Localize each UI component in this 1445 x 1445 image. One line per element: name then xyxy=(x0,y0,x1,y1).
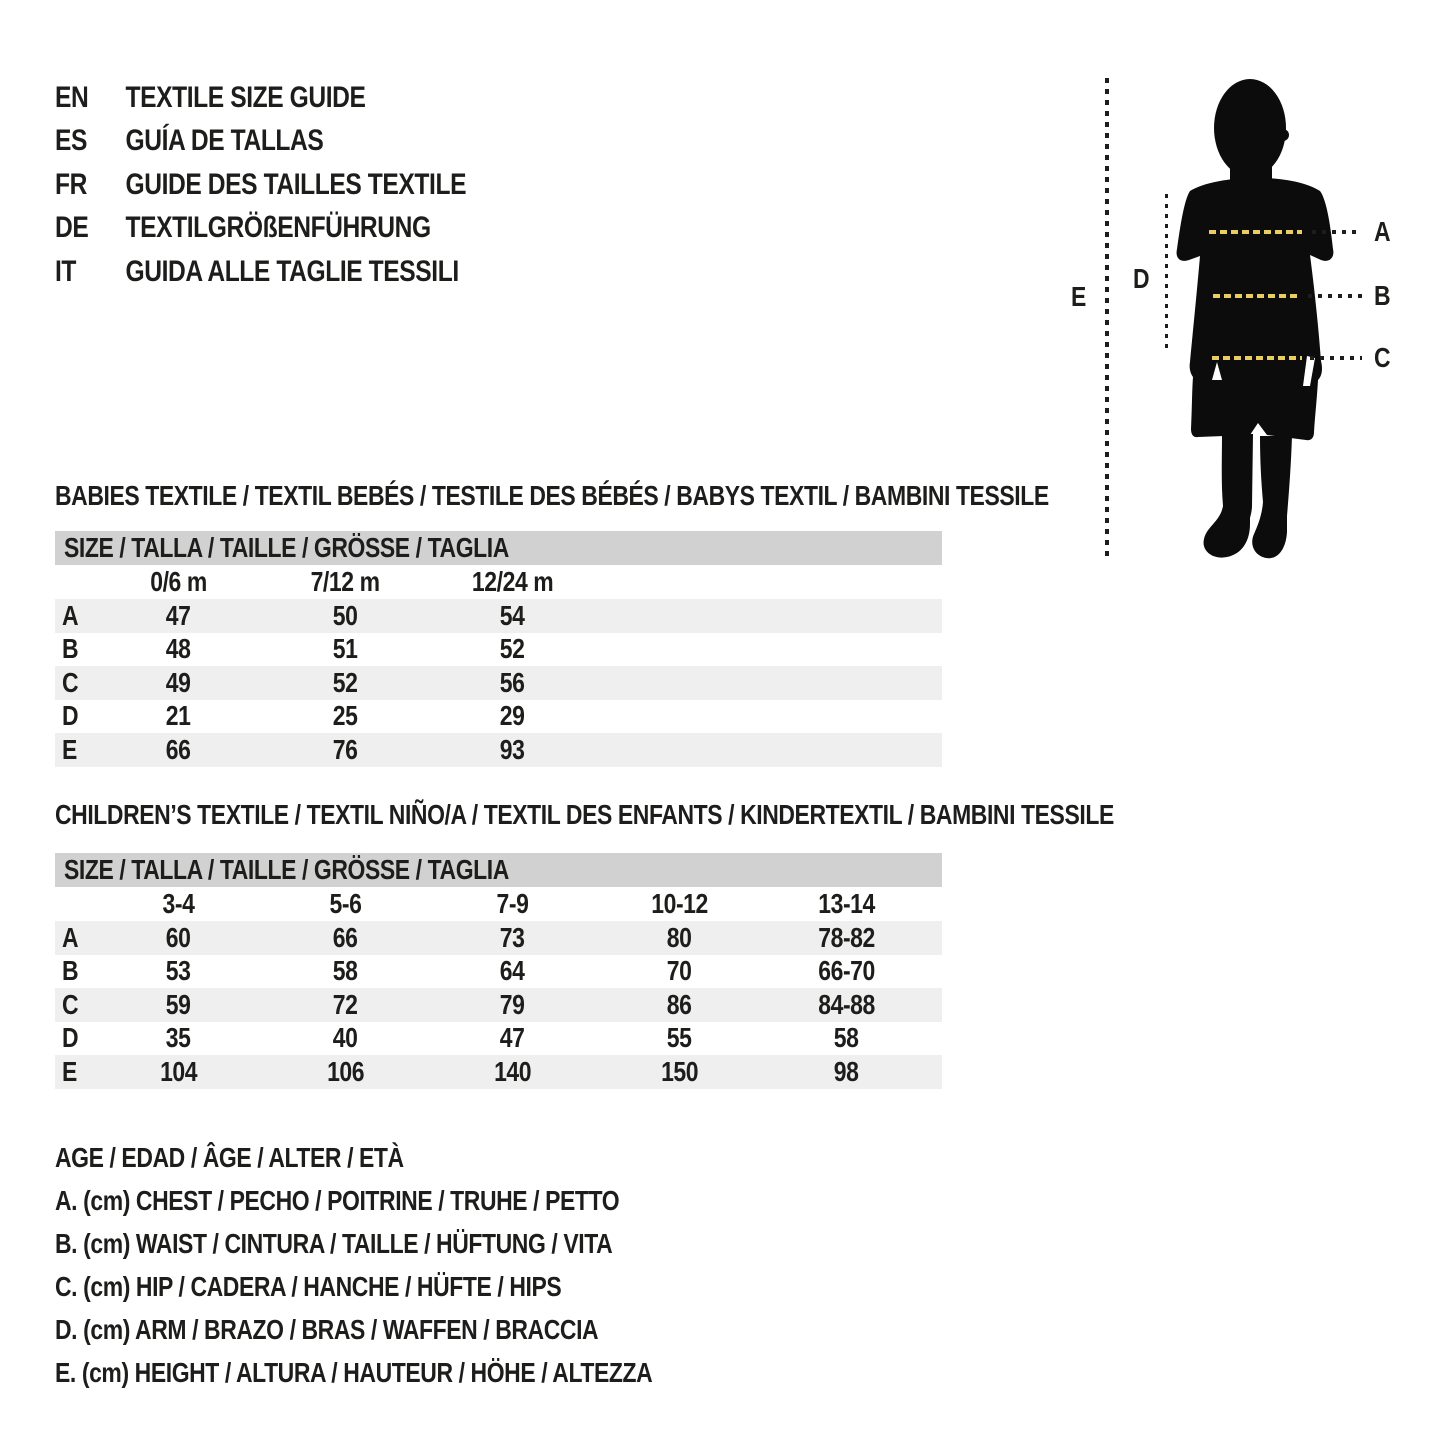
cell-value: 53 xyxy=(166,955,191,987)
cell-value: 80 xyxy=(667,921,692,953)
language-title: GUÍA DE TALLAS xyxy=(125,124,324,158)
language-title: TEXTILE SIZE GUIDE xyxy=(125,80,366,114)
nose-shape xyxy=(1277,129,1289,141)
babies-column-header-row xyxy=(55,565,942,599)
cell-value: 72 xyxy=(333,988,358,1020)
cell-value: 55 xyxy=(667,1022,692,1054)
cell-value: 52 xyxy=(333,666,358,698)
language-title: GUIDE DES TAILLES TEXTILE xyxy=(125,167,467,201)
cell-value: 76 xyxy=(333,733,358,765)
cell-value: 51 xyxy=(333,633,358,665)
babies-section-title: BABIES TEXTILE / TEXTIL BEBÉS / TESTILE DES BÉBÉS / BABYS TEXTIL / BAMBINI TESSILE xyxy=(55,480,1049,511)
arm-measure-line-d xyxy=(1165,194,1168,352)
children-table xyxy=(55,887,942,1089)
row-label: A xyxy=(62,599,79,631)
column-header: 7-9 xyxy=(496,888,529,919)
language-code: ES xyxy=(55,124,88,158)
cell-value: 59 xyxy=(166,988,191,1020)
cell-value: 66 xyxy=(166,733,191,765)
chest-leader-dash-a xyxy=(1312,230,1362,234)
children-size-header-bar: SIZE / TALLA / TAILLE / GRÖSSE / TAGLIA xyxy=(55,853,942,887)
cell-value: 58 xyxy=(834,1022,859,1054)
language-code: EN xyxy=(55,80,89,114)
cell-value: 64 xyxy=(500,955,525,987)
language-row xyxy=(55,120,556,164)
table-row xyxy=(55,666,942,700)
table-row xyxy=(55,1022,942,1056)
cell-value: 66 xyxy=(333,921,358,953)
row-label: B xyxy=(62,955,79,987)
table-row xyxy=(55,700,942,734)
cell-value: 56 xyxy=(500,666,525,698)
measure-label-a: A xyxy=(1374,216,1391,247)
language-row xyxy=(55,207,556,251)
cell-value: 104 xyxy=(159,1055,198,1087)
cell-value: 50 xyxy=(333,599,358,631)
measure-label-b: B xyxy=(1374,280,1391,311)
cell-value: 60 xyxy=(166,921,191,953)
column-header: 7/12 m xyxy=(310,566,381,597)
row-label: D xyxy=(62,1022,79,1054)
cell-value: 48 xyxy=(166,633,191,665)
children-column-header-row xyxy=(55,887,942,921)
cell-value: 73 xyxy=(500,921,525,953)
table-row xyxy=(55,633,942,667)
cell-value: 52 xyxy=(500,633,525,665)
babies-table xyxy=(55,565,942,767)
measure-label-c: C xyxy=(1374,342,1391,373)
row-label: A xyxy=(62,921,79,953)
cell-value: 79 xyxy=(500,988,525,1020)
cell-value: 98 xyxy=(834,1055,859,1087)
legend-arm-line: D. (cm) ARM / BRAZO / BRAS / WAFFEN / BRACCIA xyxy=(55,1314,599,1345)
column-header: 5-6 xyxy=(329,888,362,919)
cell-value: 47 xyxy=(166,599,191,631)
cell-value: 86 xyxy=(667,988,692,1020)
column-header: 0/6 m xyxy=(150,566,207,597)
language-title: GUIDA ALLE TAGLIE TESSILI xyxy=(125,254,459,288)
cell-value: 140 xyxy=(493,1055,532,1087)
cell-value: 150 xyxy=(660,1055,699,1087)
chest-measure-dash-a xyxy=(1209,230,1302,234)
language-title: TEXTILGRÖßENFÜHRUNG xyxy=(125,211,431,245)
measure-label-e: E xyxy=(1071,281,1086,312)
table-row xyxy=(55,921,942,955)
language-row xyxy=(55,163,556,207)
cell-value: 93 xyxy=(500,733,525,765)
legend-hip-line: C. (cm) HIP / CADERA / HANCHE / HÜFTE / HIPS xyxy=(55,1271,562,1302)
language-row xyxy=(55,250,556,294)
row-label: C xyxy=(62,666,79,698)
cell-value: 25 xyxy=(333,700,358,732)
cell-value: 70 xyxy=(667,955,692,987)
waist-measure-dash-b xyxy=(1213,294,1298,298)
legend-chest-line: A. (cm) CHEST / PECHO / POITRINE / TRUHE / PETTO xyxy=(55,1185,620,1216)
row-label: B xyxy=(62,633,79,665)
cell-value: 66-70 xyxy=(818,955,875,987)
hip-leader-dash-c xyxy=(1310,356,1362,360)
table-row xyxy=(55,599,942,633)
babies-size-header-bar: SIZE / TALLA / TAILLE / GRÖSSE / TAGLIA xyxy=(55,531,942,565)
row-label: C xyxy=(62,988,79,1020)
cell-value: 47 xyxy=(500,1022,525,1054)
language-code: FR xyxy=(55,167,87,201)
language-title-block xyxy=(55,76,556,294)
cell-value: 35 xyxy=(166,1022,191,1054)
measure-label-d: D xyxy=(1133,263,1150,294)
cell-value: 40 xyxy=(333,1022,358,1054)
row-label: E xyxy=(62,1055,77,1087)
legend-waist-line: B. (cm) WAIST / CINTURA / TAILLE / HÜFTUNG / VITA xyxy=(55,1228,613,1259)
column-header: 3-4 xyxy=(162,888,195,919)
cell-value: 29 xyxy=(500,700,525,732)
column-header: 10-12 xyxy=(651,888,708,919)
cell-value: 58 xyxy=(333,955,358,987)
table-row xyxy=(55,988,942,1022)
cell-value: 49 xyxy=(166,666,191,698)
hip-measure-dash-c xyxy=(1212,356,1302,360)
table-row xyxy=(55,1055,942,1089)
language-code: IT xyxy=(55,254,77,288)
table-row xyxy=(55,955,942,989)
row-label: D xyxy=(62,700,79,732)
column-header: 13-14 xyxy=(818,888,875,919)
legend-height-line: E. (cm) HEIGHT / ALTURA / HAUTEUR / HÖHE / ALTEZZA xyxy=(55,1357,653,1388)
cell-value: 78-82 xyxy=(818,921,875,953)
children-section-title: CHILDREN’S TEXTILE / TEXTIL NIÑO/A / TEXTIL DES ENFANTS / KINDERTEXTIL / BAMBINI TESSILE xyxy=(55,799,1114,830)
cell-value: 106 xyxy=(326,1055,365,1087)
column-header: 12/24 m xyxy=(471,566,554,597)
cell-value: 54 xyxy=(500,599,525,631)
table-row xyxy=(55,733,942,767)
cell-value: 84-88 xyxy=(818,988,875,1020)
torso-shape xyxy=(1177,178,1334,440)
cell-value: 21 xyxy=(166,700,191,732)
waist-leader-dash-b xyxy=(1308,294,1362,298)
language-row xyxy=(55,76,556,120)
legend-age-line: AGE / EDAD / ÂGE / ALTER / ETÀ xyxy=(55,1142,404,1173)
language-code: DE xyxy=(55,211,89,245)
row-label: E xyxy=(62,733,77,765)
